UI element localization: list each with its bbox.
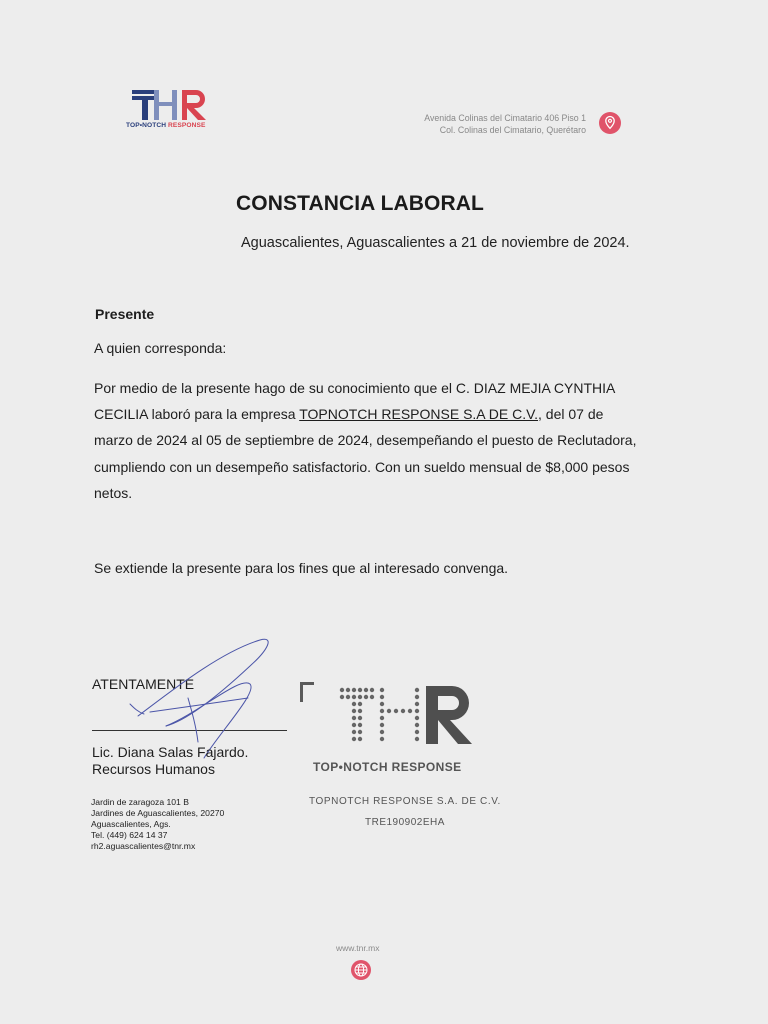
greeting: A quien corresponda: [94,340,227,356]
handwritten-signature [100,632,300,762]
stamp-rfc: TRE190902EHA [365,817,445,828]
body-part2: , del 07 de marzo de 2024 al 05 de septiembre de 2024, desempeñando el puesto de Reclutadora, cumpliendo con un desempeño satisfactorio. Con un sueldo mensual de $8,000 pesos netos. [94,406,637,501]
closing-word: ATENTAMENTE [92,676,195,692]
footer-website: www.tnr.mx [336,943,380,953]
header-address-line2: Col. Colinas del Cimatario, Querétaro [439,125,586,135]
footer-phone: Tel. (449) 624 14 37 [91,830,168,840]
globe-icon [350,959,372,981]
footer-address-line3: Aguascalientes, Ags. [91,819,171,829]
footer-address-line2: Jardines de Aguascalientes, 20270 [91,808,225,818]
tnr-logo-mark [132,88,212,122]
document-title: CONSTANCIA LABORAL [236,192,484,215]
signer-role: Recursos Humanos [92,761,215,777]
logo-subtitle [126,122,218,129]
body-paragraph [94,375,646,506]
footer-address-line1: Jardin de zaragoza 101 B [91,797,189,807]
body-part1: Por medio de la presente hago de su conocimiento que el C. DIAZ MEJIA CYNTHIA CECILIA laboró para la empresa [94,380,615,423]
closing-line: Se extiende la presente para los fines que al interesado convenga. [94,560,509,576]
signer-name: Lic. Diana Salas Fajardo. [92,744,249,760]
salutation: Presente [95,306,155,322]
header-address-line1: Avenida Colinas del Cimatario 406 Piso 1 [424,113,586,123]
company-logo [126,88,218,134]
stamp-company: TOPNOTCH RESPONSE S.A. DE C.V. [309,796,501,807]
stamp-subtitle: TOP•NOTCH RESPONSE [313,760,462,774]
logo-sub-left: TOP•NOTCH [126,122,167,129]
header-address [424,112,586,136]
location-pin-icon [598,111,622,135]
signer-block [92,744,248,778]
logo-sub-right: RESPONSE [168,122,206,129]
date-line: Aguascalientes, Aguascalientes a 21 de noviembre de 2024. [241,235,630,251]
footer-address [91,797,224,852]
footer-email: rh2.aguascalientes@tnr.mx [91,841,196,851]
company-name: TOPNOTCH RESPONSE S.A DE C.V. [299,406,539,423]
